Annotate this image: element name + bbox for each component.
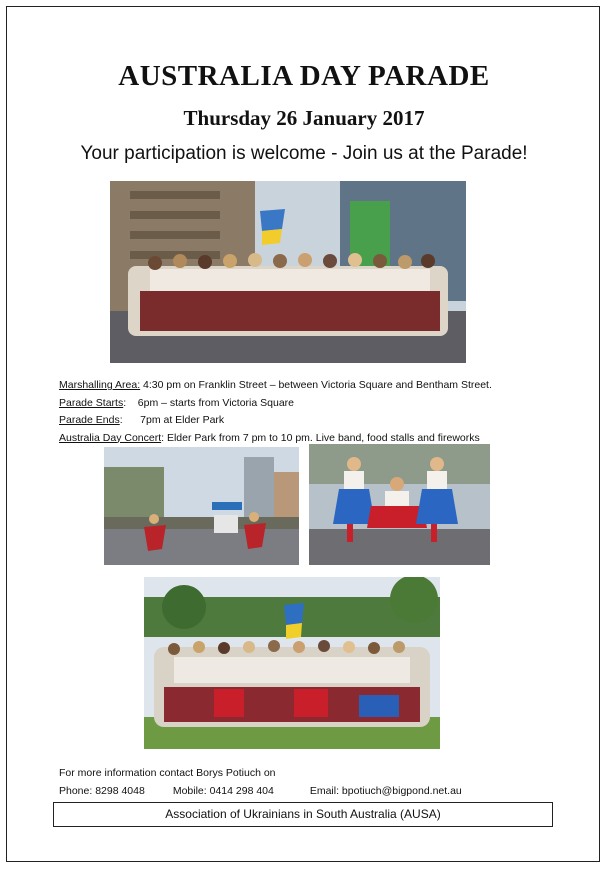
detail-parade-ends: Parade Ends: 7pm at Elder Park — [59, 414, 225, 426]
contact-phone: Phone: 8298 4048 — [59, 784, 145, 797]
event-date: Thursday 26 January 2017 — [183, 106, 425, 130]
event-details — [59, 377, 492, 447]
poster-title: AUSTRALIA DAY PARADE — [118, 60, 490, 92]
photo-dance-trio — [309, 444, 490, 565]
detail-marshalling: Marshalling Area: 4:30 pm on Franklin Street – between Victoria Square and Bentham Street. — [59, 379, 492, 391]
contact-email[interactable]: Email: bpotiuch@bigpond.net.au — [309, 784, 462, 797]
detail-concert: Australia Day Concert: Elder Park from 7 pm to 10 pm. Live band, food stalls and fireworks — [59, 431, 480, 444]
contact-line — [59, 783, 462, 801]
contact-intro: For more information contact Borys Potiuch on — [59, 767, 276, 779]
contact-info — [59, 765, 462, 800]
photo-parade-group — [110, 181, 466, 363]
photo-park-group — [144, 577, 440, 749]
photo-street-dancers — [104, 447, 299, 565]
organisation-box: Association of Ukrainians in South Australia (AUSA) — [53, 802, 553, 827]
tagline: Your participation is welcome - Join us at the Parade! — [80, 143, 528, 164]
detail-parade-starts: Parade Starts: 6pm – starts from Victoria Square — [59, 396, 294, 409]
contact-mobile: Mobile: 0414 298 404 — [172, 784, 274, 797]
